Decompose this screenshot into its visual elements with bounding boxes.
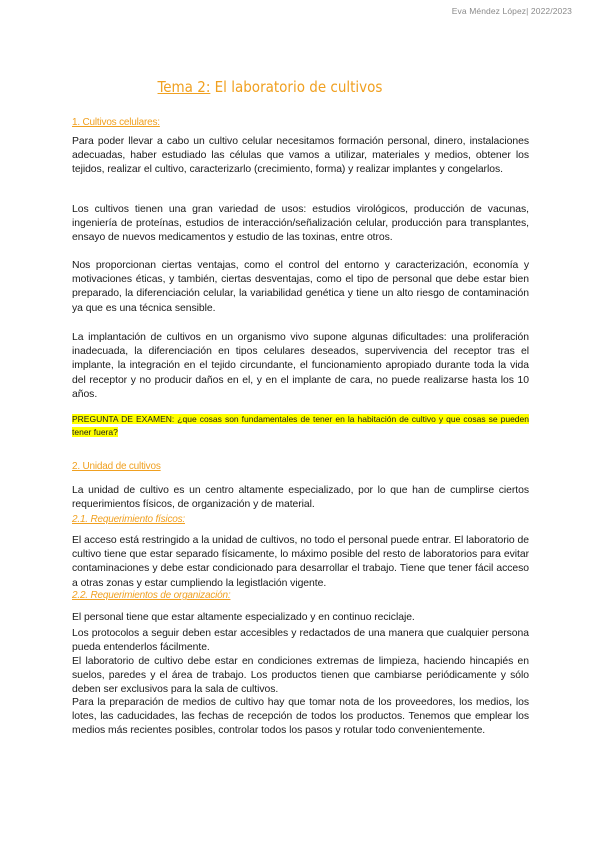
section-2-heading: 2. Unidad de cultivos (72, 461, 161, 472)
section-2-2-paragraph-4: Para la preparación de medios de cultivo hay que tomar nota de los proveedores, los medios, los lotes, las caducidades, las fechas de recepción de todos los productos. Tenemos que emplear los medios más recientes posibles, controlar todos los pasos y rotular todo convenientemente. (72, 697, 529, 737)
section-2-1-heading: 2.1. Requerimiento físicos: (72, 514, 185, 525)
section-1-paragraph-3: Nos proporcionan ciertas ventajas, como el control del entorno y caracterización, economía y motivaciones éticas, y también, ciertas desventajas, como el tipo de personal que debe estar bien preparado, la diferenciación celular, la variabilidad genética y tiene un alto riesgo de contaminación ya que es una técnica sensible. (72, 260, 529, 314)
document-title (0, 78, 540, 96)
section-2-paragraph-1: La unidad de cultivo es un centro altamente especializado, por lo que han de cumplirse ciertos requerimientos físicos, de organización y de material. (72, 485, 529, 511)
section-2-2-paragraph-1: El personal tiene que estar altamente especializado y en continuo reciclaje. (72, 612, 415, 623)
title-number: Tema 2: (157, 78, 211, 96)
section-1-paragraph-1: Para poder llevar a cabo un cultivo celular necesitamos formación personal, dinero, instalaciones adecuadas, haber estudiado las células que vamos a utilizar, materiales y medios, obtener los tejidos, realizar el cultivo, caracterizarlo (crecimiento, forma) y realizar implantes y congelarlos. (72, 136, 529, 176)
section-1-paragraph-2: Los cultivos tienen una gran variedad de usos: estudios virológicos, producción de vacunas, ingeniería de proteínas, estudios de interacción/señalización celular, producción para transplantes, ensayo de nuevos medicamentos y estudio de las toxinas, entre otros. (72, 204, 529, 244)
section-2-2-heading: 2.2. Requerimientos de organización: (72, 590, 231, 601)
page-header-author-year: Eva Méndez López| 2022/2023 (451, 6, 572, 16)
section-2-2-paragraph-2: Los protocolos a seguir deben estar accesibles y redactados de una manera que cualquier persona pueda entenderlos fácilmente. (72, 628, 529, 654)
section-1-paragraph-4: La implantación de cultivos en un organismo vivo supone algunas dificultades: una proliferación inadecuada, la diferenciación en tipos celulares deseados, supervivencia del receptor tras el implante, la integración en el tejido circundante, el funcionamiento apropiado durante toda la vida del receptor y no producir daños en el, y en el implante de cara, no puede realizarse hasta los 10 años. (72, 332, 529, 400)
exam-question-highlight (72, 413, 529, 438)
title-text: El laboratorio de cultivos (210, 78, 383, 96)
section-2-2-paragraph-3: El laboratorio de cultivo debe estar en condiciones extremas de limpieza, haciendo hincapiés en suelos, paredes y el área de trabajo. Los productos tienen que cambiarse periódicamente y sólo deben ser exclusivos para la sala de cultivos. (72, 656, 529, 696)
exam-question-text: ¿que cosas son fundamentales de tener en la habitación de cultivo y que cosas se pueden tener fuera? (72, 414, 529, 437)
section-2-1-paragraph-1: El acceso está restringido a la unidad de cultivos, no todo el personal puede entrar. El laboratorio de cultivo tiene que estar separado físicamente, lo máximo posible del resto de laboratorios para evitar contaminaciones y debe estar condicionado para desarrollar el trabajo. Tiene que tener fácil acceso a otras zonas y estar cumpliendo la legistlación vigente. (72, 535, 529, 589)
section-1-heading: 1. Cultivos celulares: (72, 117, 160, 128)
exam-question-label: PREGUNTA DE EXAMEN: (72, 414, 178, 424)
